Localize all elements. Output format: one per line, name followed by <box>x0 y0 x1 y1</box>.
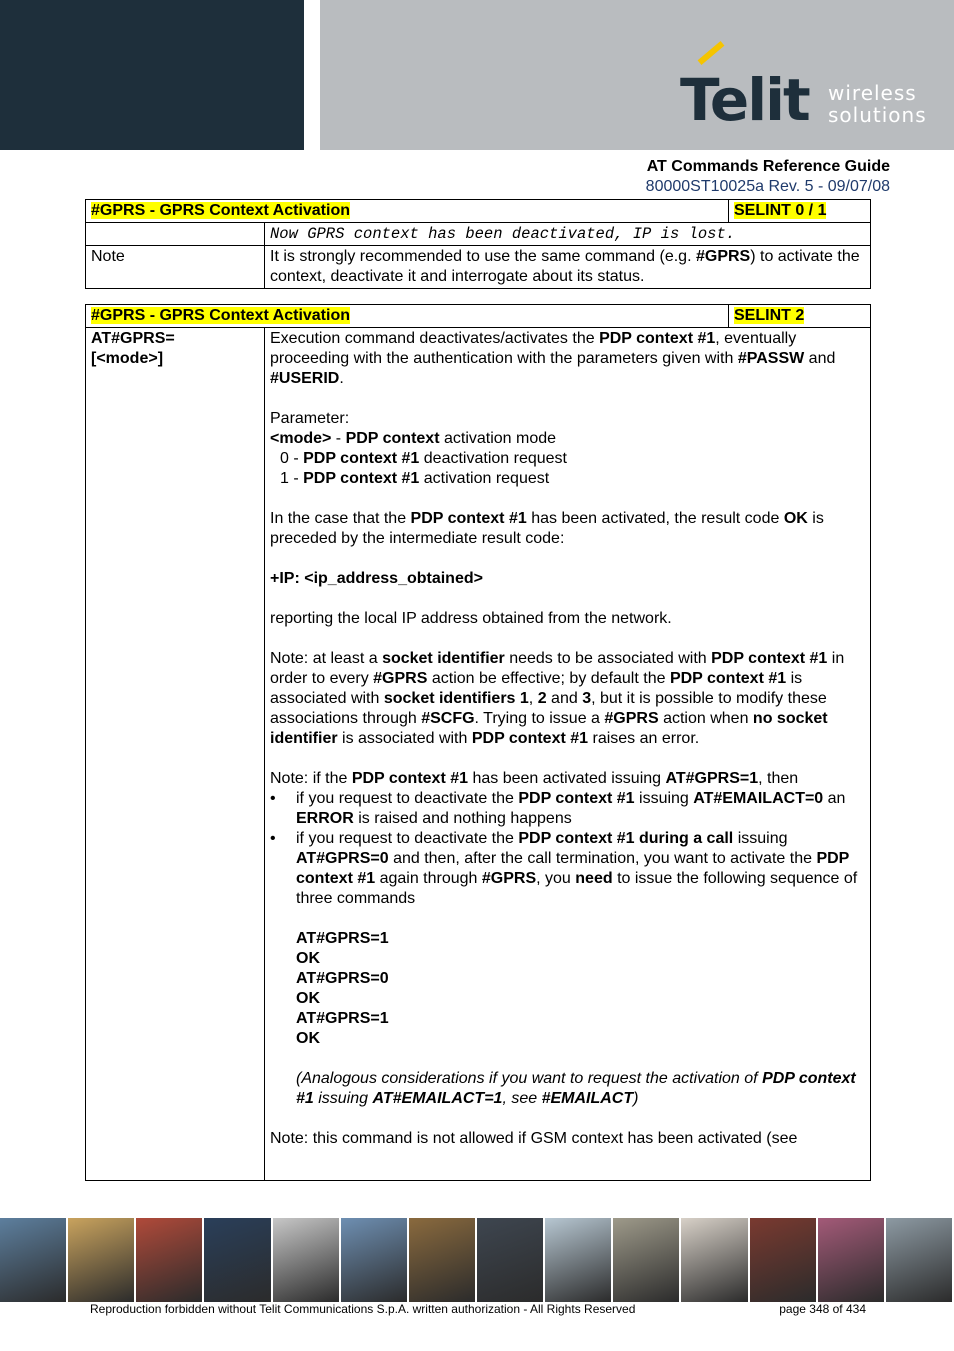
copyright-notice: Reproduction forbidden without Telit Communications S.p.A. written authorization - All Rights Reserved <box>90 1302 636 1316</box>
photo-tile <box>204 1218 270 1302</box>
photo-tile <box>477 1218 543 1302</box>
footer-photo-strip <box>0 1218 954 1302</box>
photo-tile <box>613 1218 679 1302</box>
photo-tile <box>136 1218 202 1302</box>
command-description: Execution command deactivates/activates the PDP context #1, eventually proceeding with the authentication with the parameters given with #PASSW and #USERID. Parameter: <mode> - PDP context activation mode 0 - PDP context #1 deactivation request 1 - PDP context #1 activation request In the case that the PDP context #1 has been activated, the result code OK is preceded by the intermediate result code: +IP: <ip_address_obtained> reporting the local IP address obtained from the network. Note: at least a socket identifier needs to be associated with PDP context #1 in order to every #GPRS action be effective; by default the PDP context #1 is associated with socket identifiers 1, 2 and 3, but it is possible to modify these associations through #SCFG. Trying to issue a #GPRS action when no socket identifier is associated with PDP context #1 raises an error. Note: if the PDP context #1 has been activated issuing AT#GPRS=1, then • if you request to deactivate the PDP context #1 issuing AT#EMAILACT=0 an ERROR is raised and nothing happens • if you request to deactivate the PDP context #1 during a call issuing AT#GPRS=0 and then, after the call termination, you want to activate the PDP context #1 again through #GPRS, you need to issue the following sequence of three commands AT#GPRS=1 OK AT#GPRS=0 OK AT#GPRS=1 OK (Analogous considerations if you want to request the activation of PDP context #1 issuing AT#EMAILACT=1, see #EMAILACT) Note: this command is not allowed if GSM context has been activated (see <box>265 328 871 1181</box>
table-row <box>86 328 871 1181</box>
list-item: • if you request to deactivate the PDP context #1 issuing AT#EMAILACT=0 an ERROR is raised and nothing happens <box>270 790 846 827</box>
photo-tile <box>341 1218 407 1302</box>
logo-tagline: wireless solutions <box>828 81 927 127</box>
header-dark-panel <box>0 0 304 150</box>
list-item: • if you request to deactivate the PDP context #1 during a call issuing AT#GPRS=0 and then, after the call termination, you want to activate the PDP context #1 again through #GPRS, you need to issue the following sequence of three commands <box>270 830 858 907</box>
selint-label: SELINT 2 <box>734 307 805 324</box>
command-syntax: AT#GPRS= [<mode>] <box>86 328 265 1181</box>
document-revision: 80000ST10025a Rev. 5 - 09/07/08 <box>645 178 890 195</box>
photo-tile <box>886 1218 952 1302</box>
photo-tile <box>0 1218 66 1302</box>
photo-tile <box>750 1218 816 1302</box>
logo-wordmark: Telit <box>680 66 809 134</box>
bullet-icon: • <box>270 790 276 807</box>
photo-tile <box>409 1218 475 1302</box>
table-header-row <box>86 200 871 223</box>
note-text: It is strongly recommended to use the same command (e.g. #GPRS) to activate the context, deactivate it and interrogate about its status. <box>265 246 871 289</box>
document-title: AT Commands Reference Guide <box>646 158 890 175</box>
photo-tile <box>273 1218 339 1302</box>
telit-logo <box>676 48 936 138</box>
table-title: #GPRS - GPRS Context Activation <box>91 202 350 219</box>
selint-label: SELINT 0 / 1 <box>734 202 827 219</box>
note-label: Note <box>86 246 265 289</box>
gprs-table-selint01 <box>85 199 871 289</box>
table-row <box>86 223 871 246</box>
photo-tile <box>68 1218 134 1302</box>
table-header-row <box>86 305 871 328</box>
photo-tile <box>818 1218 884 1302</box>
response-text: Now GPRS context has been deactivated, IP is lost. <box>265 223 871 246</box>
page-number: page 348 of 434 <box>779 1302 866 1316</box>
bullet-icon: • <box>270 830 276 847</box>
photo-tile <box>545 1218 611 1302</box>
gprs-table-selint2 <box>85 304 871 1181</box>
photo-tile <box>681 1218 747 1302</box>
command-sequence: AT#GPRS=1 OK AT#GPRS=0 OK AT#GPRS=1 OK <box>296 930 389 1047</box>
table-title: #GPRS - GPRS Context Activation <box>91 307 350 324</box>
table-row <box>86 246 871 289</box>
